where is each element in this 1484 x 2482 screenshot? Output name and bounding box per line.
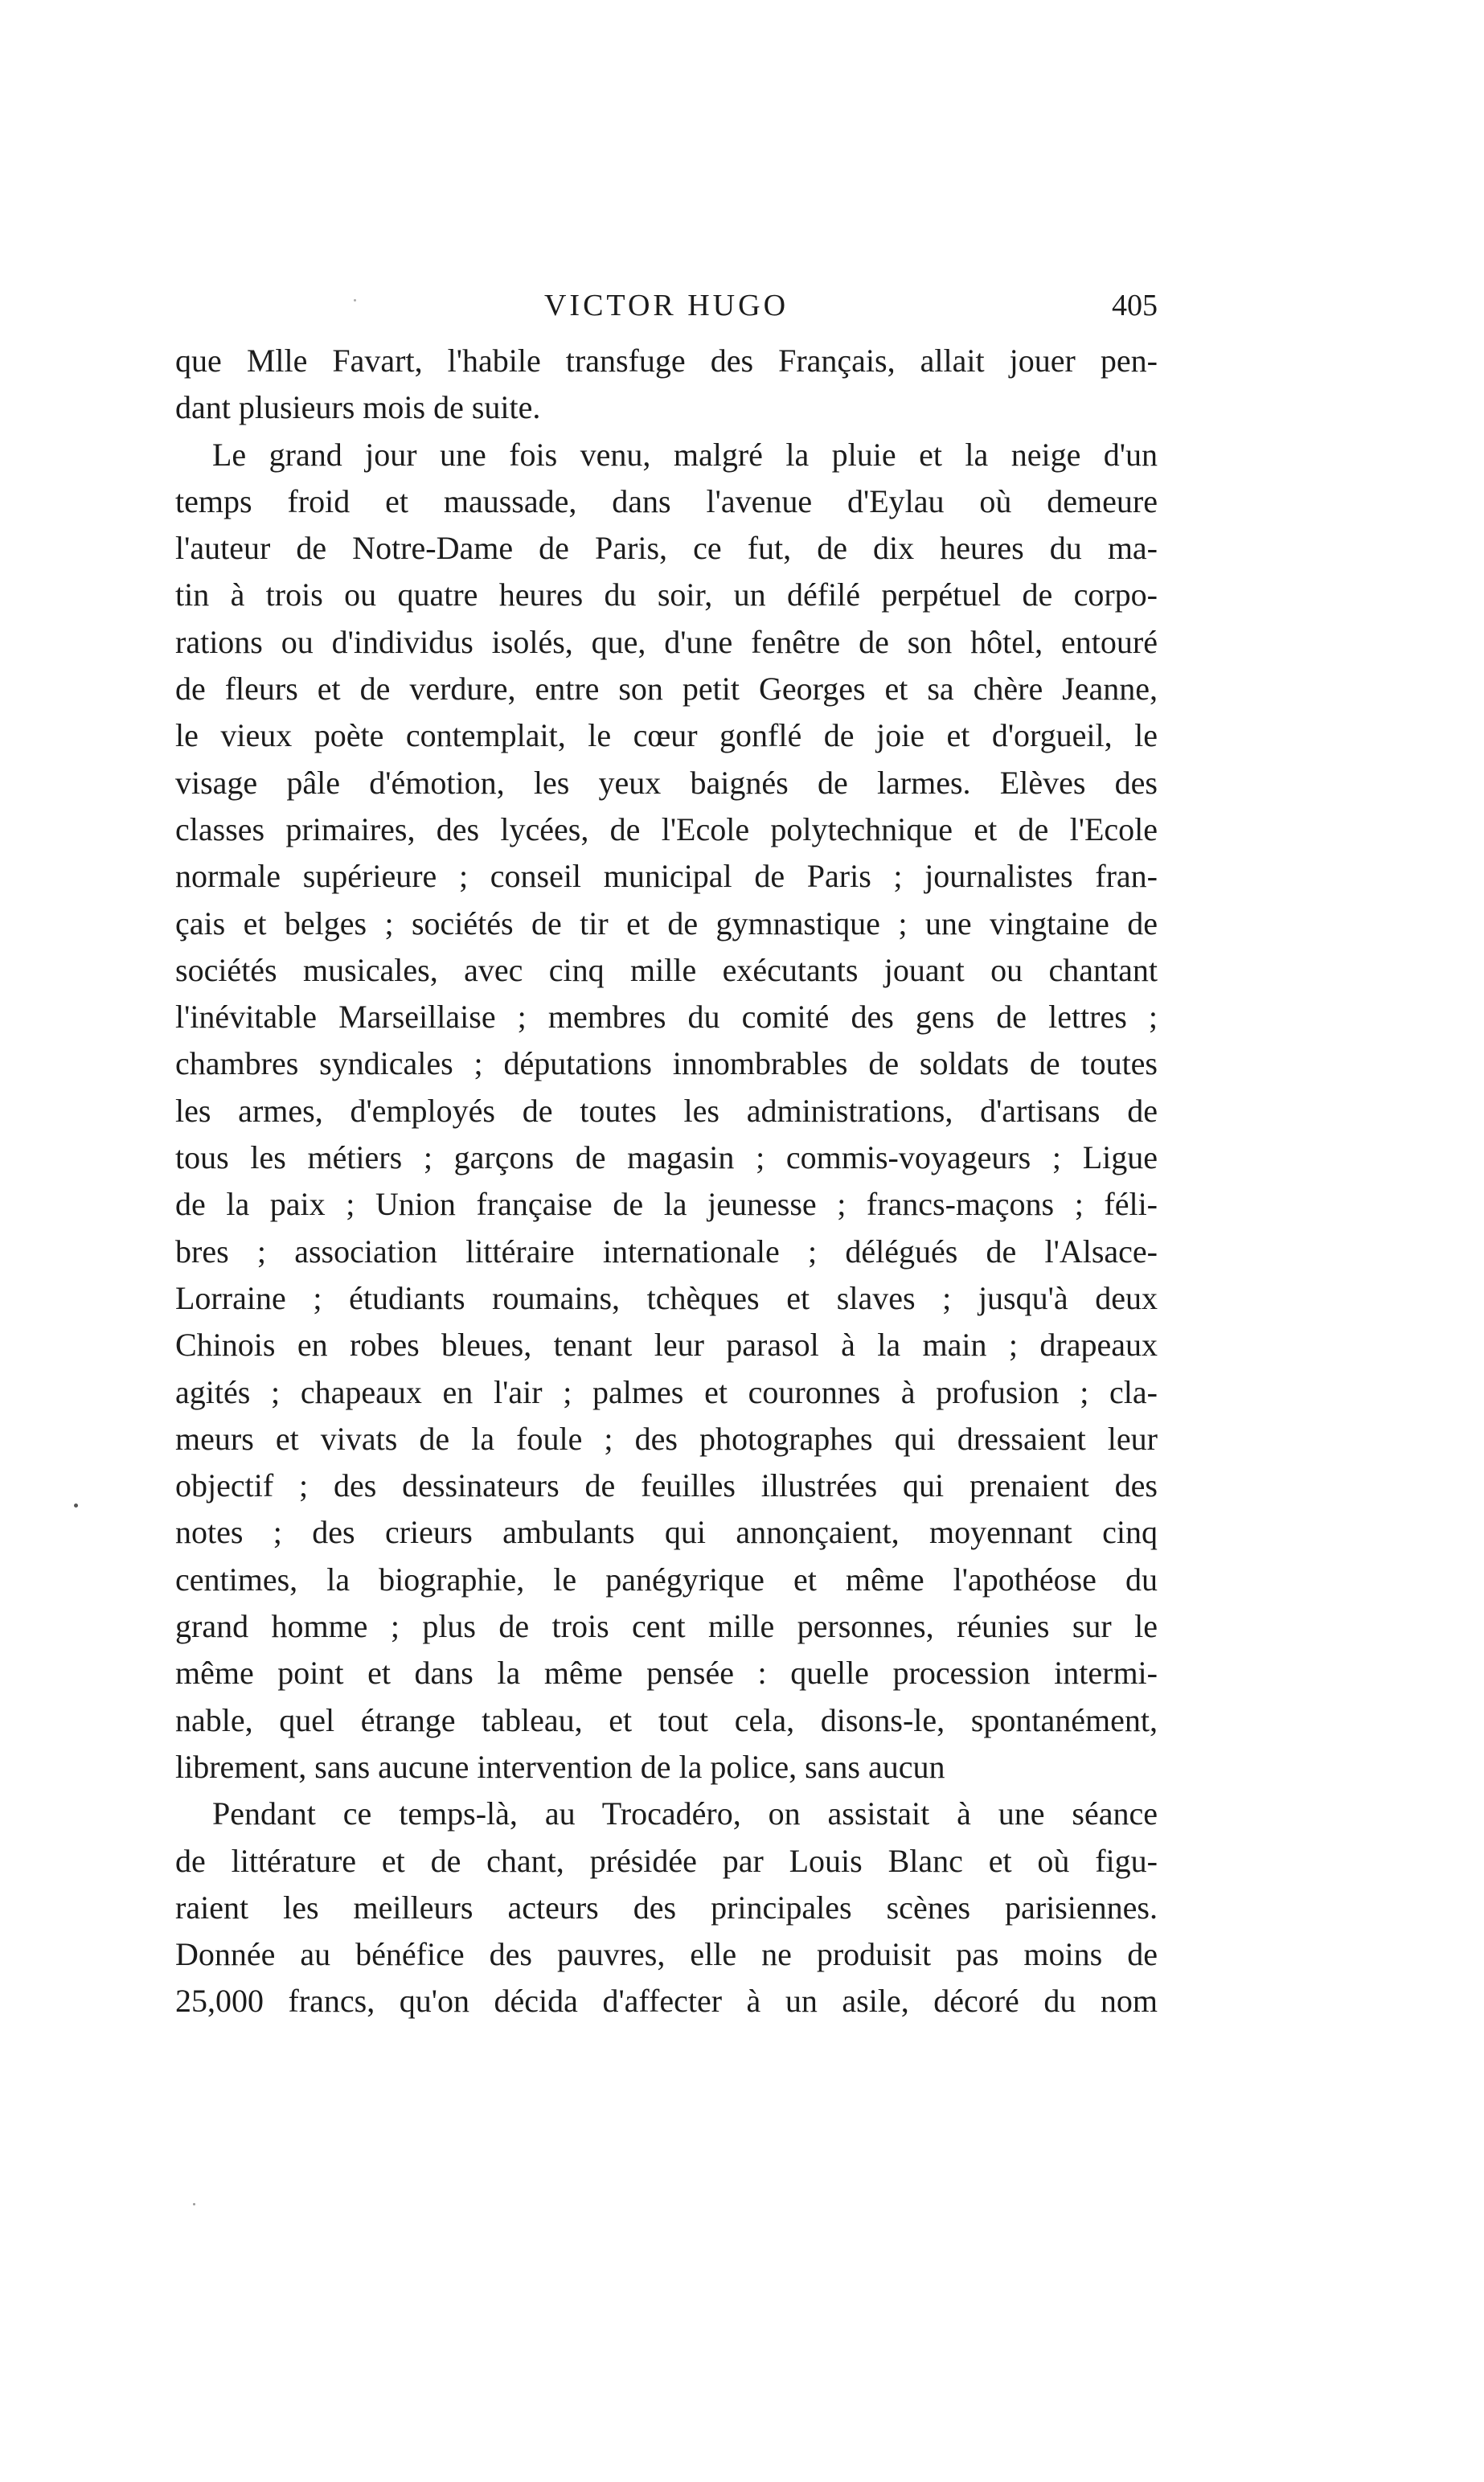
text-line: classes primaires, des lycées, de l'Ecole polytechnique et de l'Ecole <box>175 810 1158 847</box>
running-head-title: VICTOR HUGO <box>543 289 789 322</box>
page-number: 405 <box>1112 289 1158 322</box>
scan-speck <box>354 299 356 302</box>
text-line: de la paix ; Union française de la jeunesse ; francs-maçons ; féli- <box>175 1186 1158 1223</box>
text-line: l'inévitable Marseillaise ; membres du comité des gens de lettres ; <box>175 999 1158 1036</box>
scan-speck <box>193 2203 195 2205</box>
text-line: bres ; association littéraire internationale ; délégués de l'Alsace- <box>175 1233 1158 1270</box>
text-line: objectif ; des dessinateurs de feuilles illustrées qui prenaient des <box>175 1467 1158 1504</box>
scan-speck <box>74 1504 78 1508</box>
text-line: nable, quel étrange tableau, et tout cela, disons-le, spontanément, <box>175 1701 1158 1738</box>
running-head <box>175 288 1158 333</box>
text-line: Pendant ce temps-là, au Trocadéro, on assistait à une séance <box>212 1795 1158 1832</box>
text-line: l'auteur de Notre-Dame de Paris, ce fut, de dix heures du ma- <box>175 530 1158 567</box>
text-line: agités ; chapeaux en l'air ; palmes et couronnes à profusion ; cla- <box>175 1373 1158 1410</box>
text-line: Lorraine ; étudiants roumains, tchèques et slaves ; jusqu'à deux <box>175 1279 1158 1316</box>
text-line: 25,000 francs, qu'on décida d'affecter à un asile, décoré du nom <box>175 1983 1158 2020</box>
text-line: sociétés musicales, avec cinq mille exécutants jouant ou chantant <box>175 951 1158 988</box>
text-line: meurs et vivats de la foule ; des photographes qui dressaient leur <box>175 1420 1158 1457</box>
text-line: rations ou d'individus isolés, que, d'une fenêtre de son hôtel, entouré <box>175 623 1158 660</box>
text-line: dant plusieurs mois de suite. <box>175 389 541 426</box>
text-line: grand homme ; plus de trois cent mille personnes, réunies sur le <box>175 1608 1158 1645</box>
text-line: librement, sans aucune intervention de la police, sans aucun <box>175 1748 945 1785</box>
text-line: Donnée au bénéfice des pauvres, elle ne produisit pas moins de <box>175 1936 1158 1973</box>
text-line: tous les métiers ; garçons de magasin ; commis-voyageurs ; Ligue <box>175 1139 1158 1176</box>
text-line: Le grand jour une fois venu, malgré la pluie et la neige d'un <box>212 436 1158 473</box>
text-line: que Mlle Favart, l'habile transfuge des Français, allait jouer pen- <box>175 343 1158 379</box>
text-line: Chinois en robes bleues, tenant leur parasol à la main ; drapeaux <box>175 1327 1158 1364</box>
text-line: tin à trois ou quatre heures du soir, un défilé perpétuel de corpo- <box>175 576 1158 613</box>
text-line: normale supérieure ; conseil municipal de Paris ; journalistes fran- <box>175 858 1158 895</box>
text-line: çais et belges ; sociétés de tir et de gymnastique ; une vingtaine de <box>175 905 1158 942</box>
text-line: le vieux poète contemplait, le cœur gonflé de joie et d'orgueil, le <box>175 717 1158 754</box>
text-line: temps froid et maussade, dans l'avenue d'Eylau où demeure <box>175 482 1158 519</box>
text-line: chambres syndicales ; députations innombrables de soldats de toutes <box>175 1045 1158 1082</box>
text-line: raient les meilleurs acteurs des principales scènes parisiennes. <box>175 1889 1158 1926</box>
text-line: même point et dans la même pensée : quelle procession intermi- <box>175 1655 1158 1692</box>
text-line: notes ; des crieurs ambulants qui annonçaient, moyennant cinq <box>175 1514 1158 1551</box>
text-line: visage pâle d'émotion, les yeux baignés de larmes. Elèves des <box>175 764 1158 801</box>
text-line: centimes, la biographie, le panégyrique et même l'apothéose du <box>175 1561 1158 1598</box>
text-line: les armes, d'employés de toutes les administrations, d'artisans de <box>175 1092 1158 1129</box>
text-line: de littérature et de chant, présidée par Louis Blanc et où figu- <box>175 1842 1158 1879</box>
body-text <box>175 338 1158 2025</box>
text-line: de fleurs et de verdure, entre son petit Georges et sa chère Jeanne, <box>175 671 1158 708</box>
